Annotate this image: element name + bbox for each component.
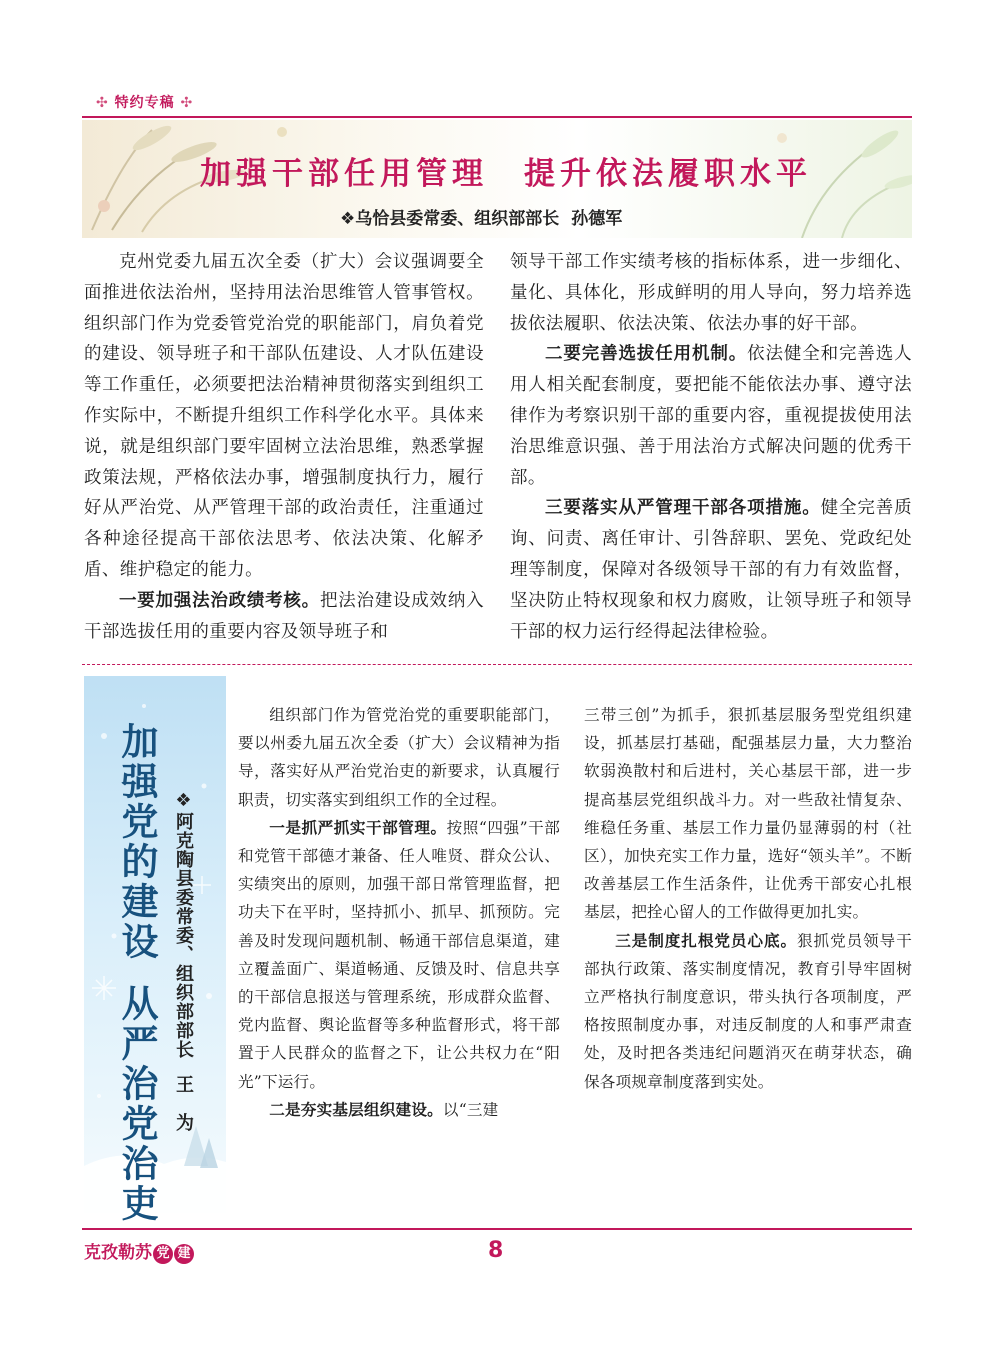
paragraph: 克州党委九届五次全委（扩大）会议强调要全面推进依法治州，坚持用法治思维管人管事管权。组织部门作为党委管党治党的职能部门，肩负着党的建设、领导班子和干部队伍建设、人才队伍建设等工作重任，必须要把法治精神贯彻落实到组织工作实际中，不断提升组织工作科学化水平。具体来说，就是组织部门要牢固树立法治思维，熟悉掌握政策法规，严格依法办事，增强制度执行力，履行好从严治党、从严管理干部的政治责任，注重通过各种途径提高干部依法思考、依法决策、化解矛盾、维护稳定的能力。 (84, 252, 484, 580)
sidebar-title (110, 722, 164, 1224)
top-divider (82, 116, 912, 118)
paragraph-text: 健全完善质询、问责、离任审计、引咎辞职、罢免、党政纪处理等制度，保障对各级领导干部的有力有效监督，坚决防止特权现象和权力腐败，让领导班子和领导干部的权力运行经得起法律检验。 (510, 498, 913, 642)
paragraph: 三带三创”为抓手，狠抓基层服务型党组织建设，抓基层打基础，配强基层力量，大力整治软弱涣散村和后进村，关心基层干部，进一步提高基层党组织战斗力。对一些敌社情复杂、维稳任务重、基层工作力量仍显薄弱的村（社区），加快充实工作力量，选好“领头羊”。不断改善基层工作生活条件，让优秀干部安心扎根基层，把拴心留人的工作做得更加扎实。 (584, 706, 912, 922)
author-name: 孙德军 (571, 209, 623, 229)
article-column-right (510, 247, 912, 647)
paragraph (510, 339, 912, 493)
brand-circle-char: 党 (153, 1244, 173, 1264)
brand-text: 克孜勒苏 (84, 1243, 152, 1263)
paragraph-text: 依法健全和完善选人用人相关配套制度，要把能不能依法办事、遵守法律作为考察识别干部的重要内容，重视提拔使用法治思维意识强、善于用法治方式解决问题的优秀干部。 (510, 344, 912, 488)
paragraph (238, 1096, 560, 1124)
section-heading: 三是制度扎根党员心底。 (615, 931, 798, 950)
section-heading: 三要落实从严管理干部各项措施。 (545, 498, 821, 519)
paragraph-text: 狠抓党员领导干部执行政策、落实制度情况，教育引导牢固树立严格执行制度意识，带头执行各项制度，严格按照制度办事，对违反制度的人和事严肃查处，及时把各类违纪问题消灭在萌芽状态，确保各项规章制度落到实处。 (584, 931, 913, 1091)
bottom-divider (82, 1228, 912, 1230)
section-label-text: 特约专稿 (114, 95, 175, 111)
sidebar-title-part2: 从严治党治吏 (115, 984, 159, 1224)
article2-column-right (584, 701, 912, 1096)
section-heading: 二要完善选拔任用机制。 (545, 344, 748, 365)
article-column-left (84, 247, 484, 647)
diamond-bullet-icon: ❖ (173, 790, 194, 812)
paragraph-text: 把法治建设成效纳入干部选拔任用的重要内容及领导班子和 (84, 590, 484, 642)
paragraph: 领导干部工作实绩考核的指标体系，进一步细化、量化、具体化，形成鲜明的用人导向，努力培养选拔依法履职、依法决策、依法办事的好干部。 (510, 252, 912, 334)
brand-circle-char: 建 (174, 1244, 194, 1264)
section-heading: 一是抓严抓实干部管理。 (269, 818, 447, 837)
ornament-icon: ✣ (96, 95, 109, 111)
ornament-icon: ✣ (180, 95, 194, 111)
article-byline (340, 204, 622, 229)
paragraph (510, 493, 912, 647)
dashed-divider (82, 664, 912, 665)
paragraph (584, 927, 912, 1096)
author-position: 乌恰县委常委、组织部部长 (355, 209, 560, 229)
section-heading: 一要加强法治政绩考核。 (119, 590, 320, 611)
section-label (96, 92, 193, 112)
paragraph: 组织部门作为管党治党的重要职能部门，要以州委九届五次全委（扩大）会议精神为指导，落实好从严治党治吏的新要求，认真履行职责，切实落实到组织工作的全过程。 (238, 706, 560, 809)
author-position: 阿克陶县委常委、组织部部长 (173, 812, 194, 1059)
paragraph (238, 814, 560, 1096)
article2-column-left (238, 701, 560, 1124)
magazine-brand (84, 1238, 194, 1264)
diamond-bullet-icon: ❖ (340, 209, 356, 229)
paragraph (84, 586, 484, 648)
paragraph-text: 以“三建 (442, 1100, 499, 1119)
page-number: 8 (488, 1238, 504, 1263)
paragraph-text: 按照“四强”干部和党管干部德才兼备、任人唯贤、群众公认、实绩突出的原则，加强干部日常管理监督，把功夫下在平时，坚持抓小、抓早、抓预防。完善及时发现问题机制、畅通干部信息渠道，建立覆盖面广、渠道畅通、反馈及时、信息共享的干部信息报送与管理系统，形成群众监督、党内监督、舆论监督等多种监督形式，将干部置于人民群众的监督之下，让公共权力在“阳光”下运行。 (238, 818, 561, 1091)
sidebar-title-part1: 加强党的建设 (115, 722, 159, 962)
article-title: 加强干部任用管理 提升依法履职水平 (200, 156, 812, 192)
section-heading: 二是夯实基层组织建设。 (269, 1100, 443, 1119)
sidebar-byline (170, 790, 196, 1132)
author-name: 王 为 (173, 1075, 194, 1132)
